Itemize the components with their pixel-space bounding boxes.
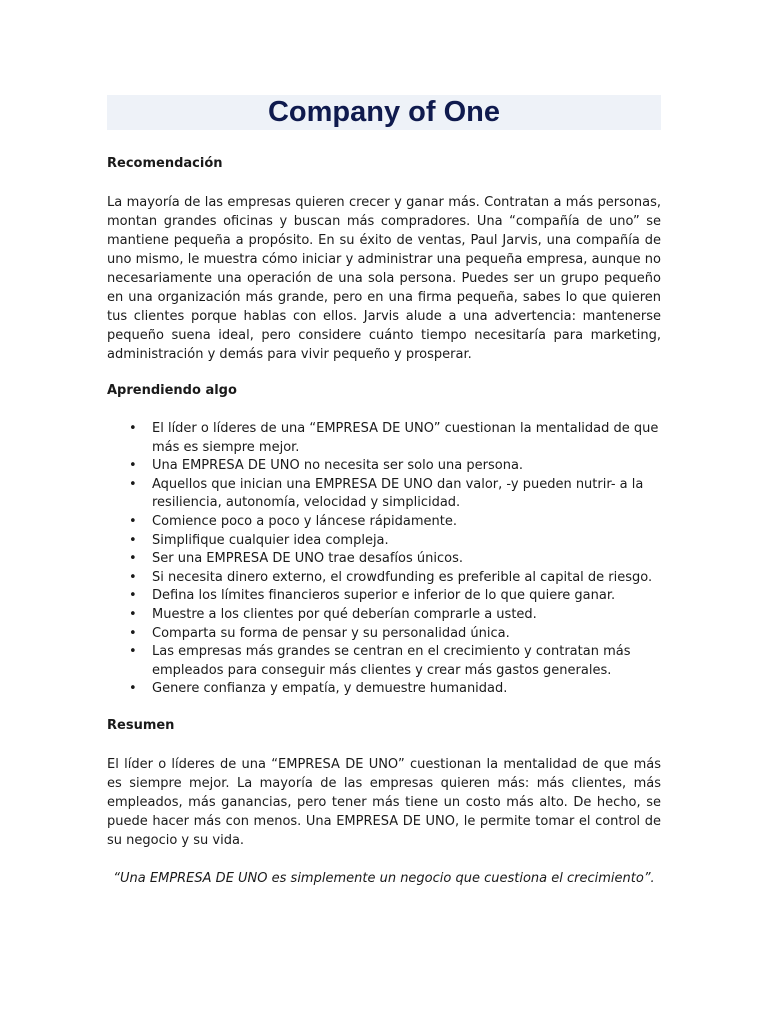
bullet-icon: • — [129, 551, 137, 567]
list-item-text: Si necesita dinero externo, el crowdfunding es preferible al capital de riesgo. — [152, 569, 653, 585]
bullet-icon: • — [129, 532, 137, 548]
list-item-text: Comience poco a poco y láncese rápidamente. — [152, 513, 458, 529]
document-title: Company of One — [267, 96, 500, 128]
bullet-icon: • — [129, 476, 137, 492]
list-item-text: Una EMPRESA DE UNO no necesita ser solo una persona. — [152, 458, 524, 474]
list-item-text: Ser una EMPRESA DE UNO trae desafíos únicos. — [152, 551, 463, 567]
bullet-icon: • — [129, 569, 137, 585]
list-item-text: Las empresas más grandes se centran en el crecimiento y contratan más empleados para conseguir más clientes y crear más gastos generales. — [152, 644, 631, 678]
recommendation-heading: Recomendación — [107, 156, 223, 171]
bullet-icon: • — [129, 458, 137, 474]
list-item — [129, 457, 661, 476]
list-item — [129, 625, 661, 644]
bullet-icon: • — [129, 513, 137, 529]
document-page — [107, 95, 661, 901]
bullet-icon: • — [129, 421, 137, 436]
list-item — [129, 606, 661, 625]
list-item — [129, 476, 661, 513]
list-item-text: Muestre a los clientes por qué deberían comprarle a usted. — [152, 606, 537, 622]
list-item — [129, 680, 661, 699]
bullet-icon: • — [129, 606, 137, 622]
summary-heading: Resumen — [107, 717, 175, 733]
list-item — [129, 643, 661, 680]
list-item — [129, 532, 661, 551]
learned-list — [107, 420, 661, 699]
bullet-icon: • — [129, 625, 137, 641]
title-band — [107, 95, 661, 130]
list-item-text: Simplifique cualquier idea compleja. — [152, 532, 389, 548]
list-item-text: Genere confianza y empatía, y demuestre humanidad. — [152, 681, 508, 697]
list-item-text: Aquellos que inician una EMPRESA DE UNO dan valor, -y pueden nutrir- a la resiliencia, autonomía, velocidad y simplicidad. — [152, 476, 644, 511]
recommendation-paragraph: La mayoría de las empresas quieren crecer y ganar más. Contratan a más personas, montan grandes oficinas y buscan más compradores. Una “compañía de uno” se mantiene pequeña a propósito. En su éxito de ventas, Paul Jarvis, una compañía de uno mismo, le muestra cómo iniciar y administrar una pequeña empresa, aunque no necesariamente una operación de una sola persona. Puedes ser un grupo pequeño en una organización más grande, pero en una firma pequeña, sabes lo que quieren tus clientes porque hablas con ellos. Jarvis alude a una advertencia: mantenerse pequeño suena ideal, pero considere cuánto tiempo necesitaría para marketing, administración y demás para vivir pequeño y prosperar. — [107, 195, 661, 362]
summary-paragraph: El líder o líderes de una “EMPRESA DE UNO” cuestionan la mentalidad de que más es siempre mejor. La mayoría de las empresas quieren más: más clientes, más empleados, más ganancias, pero tener más tiene un costo más alto. De hecho, se puede hacer más con menos. Una EMPRESA DE UNO, le permite tomar el control de su negocio y su vida. — [107, 756, 661, 848]
list-item-text: El líder o líderes de una “EMPRESA DE UNO” cuestionan la mentalidad de que más es siempre mejor. — [152, 421, 659, 455]
bullet-icon: • — [129, 588, 137, 604]
list-item — [129, 420, 661, 457]
learned-heading: Aprendiendo algo — [107, 383, 237, 398]
list-item-text: Defina los límites financieros superior e inferior de lo que quiere ganar. — [152, 588, 616, 604]
list-item-text: Comparta su forma de pensar y su personalidad única. — [152, 625, 510, 641]
list-item — [129, 569, 661, 588]
list-item — [129, 587, 661, 606]
bullet-icon: • — [129, 644, 137, 660]
closing-quote: “Una EMPRESA DE UNO es simplemente un negocio que cuestiona el crecimiento”. — [113, 870, 655, 886]
list-item — [129, 513, 661, 532]
list-item — [129, 550, 661, 569]
bullet-icon: • — [129, 681, 137, 697]
